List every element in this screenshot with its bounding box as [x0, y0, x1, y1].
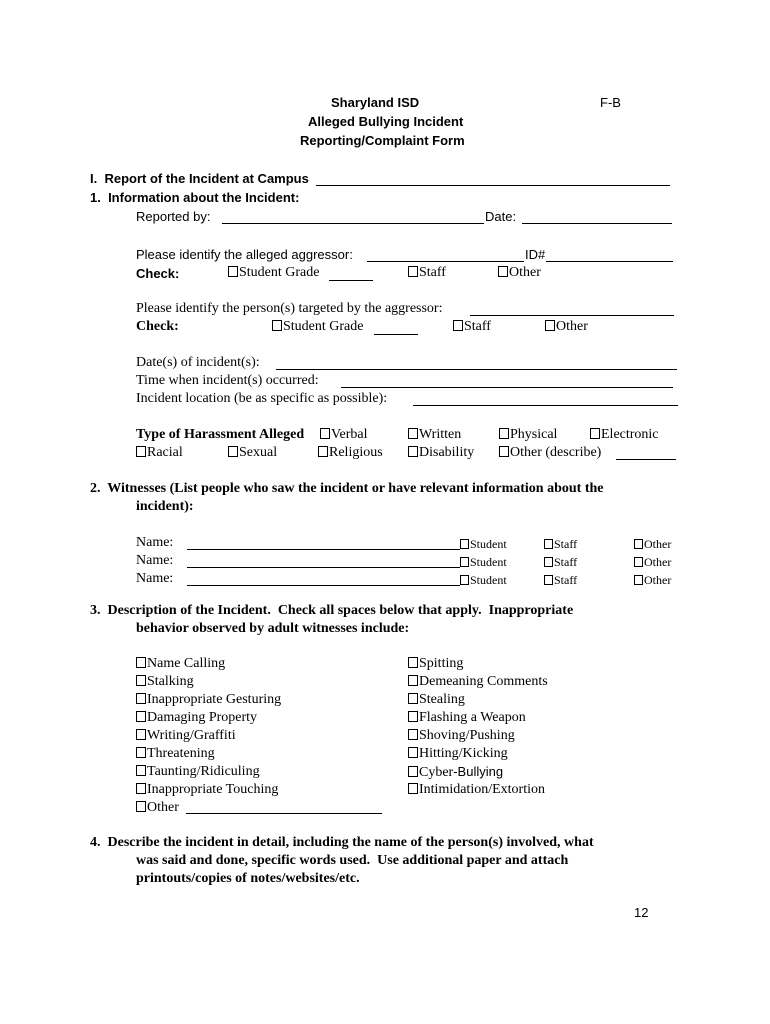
- check-label-targeted: Check:: [136, 319, 179, 334]
- date-label: Date:: [485, 209, 517, 224]
- targeted-student-grade-option[interactable]: Student Grade: [272, 319, 363, 335]
- behavior-stalking-option[interactable]: Stalking: [136, 674, 194, 690]
- checkbox[interactable]: [136, 747, 146, 758]
- id-field[interactable]: [546, 261, 673, 262]
- checkbox[interactable]: [460, 575, 469, 585]
- checkbox[interactable]: [408, 693, 418, 704]
- aggressor-other-option[interactable]: Other: [498, 265, 541, 281]
- checkbox[interactable]: [634, 575, 643, 585]
- harassment-physical-option[interactable]: Physical: [499, 427, 557, 443]
- witness-student-option[interactable]: Student: [460, 573, 507, 588]
- targeted-grade-field[interactable]: [374, 334, 418, 335]
- info-heading: 1. Information about the Incident:: [90, 190, 300, 205]
- harassment-other-field[interactable]: [616, 459, 676, 460]
- detail-heading-line2: was said and done, specific words used. Use additional paper and attach: [136, 853, 569, 868]
- behavior-cyber-bullying-option[interactable]: Cyber-Bullying: [408, 764, 503, 781]
- checkbox[interactable]: [499, 446, 509, 457]
- aggressor-student-grade-option[interactable]: Student Grade: [228, 265, 319, 281]
- location-field[interactable]: [413, 405, 678, 406]
- section-i-heading: I. Report of the Incident at Campus: [90, 171, 309, 186]
- form-title-line1: Alleged Bullying Incident: [308, 114, 464, 129]
- detail-heading-line3: printouts/copies of notes/websites/etc.: [136, 871, 360, 886]
- checkbox[interactable]: [320, 428, 330, 439]
- harassment-electronic-option[interactable]: Electronic: [590, 427, 659, 443]
- behavior-inappropriate-touching-option[interactable]: Inappropriate Touching: [136, 782, 278, 798]
- description-heading-line2: behavior observed by adult witnesses include:: [136, 621, 410, 636]
- behavior-other-field[interactable]: [186, 813, 382, 814]
- checkbox[interactable]: [136, 729, 146, 740]
- time-label: Time when incident(s) occurred:: [136, 373, 319, 388]
- checkbox[interactable]: [545, 320, 555, 331]
- form-title-line2: Reporting/Complaint Form: [300, 133, 465, 148]
- aggressor-label: Please identify the alleged aggressor:: [136, 247, 353, 262]
- harassment-sexual-option[interactable]: Sexual: [228, 445, 277, 461]
- location-label: Incident location (be as specific as possible):: [136, 391, 388, 406]
- behavior-name-calling-option[interactable]: Name Calling: [136, 656, 225, 672]
- checkbox[interactable]: [318, 446, 328, 457]
- harassment-disability-option[interactable]: Disability: [408, 445, 474, 461]
- harassment-religious-option[interactable]: Religious: [318, 445, 383, 461]
- witness-staff-option[interactable]: Staff: [544, 555, 577, 570]
- behavior-inappropriate-gesturing-option[interactable]: Inappropriate Gesturing: [136, 692, 281, 708]
- witness-name-field[interactable]: [187, 567, 460, 568]
- targeted-staff-option[interactable]: Staff: [453, 319, 491, 335]
- checkbox[interactable]: [408, 446, 418, 457]
- org-name: Sharyland ISD: [331, 95, 420, 110]
- checkbox[interactable]: [590, 428, 600, 439]
- checkbox[interactable]: [408, 747, 418, 758]
- check-label-aggressor: Check:: [136, 266, 180, 281]
- checkbox[interactable]: [136, 711, 146, 722]
- witness-name-label: Name:: [136, 535, 174, 550]
- behavior-threatening-option[interactable]: Threatening: [136, 746, 215, 762]
- behavior-taunting-ridiculing-option[interactable]: Taunting/Ridiculing: [136, 764, 260, 780]
- witness-name-label: Name:: [136, 571, 174, 586]
- witness-name-label: Name:: [136, 553, 174, 568]
- behavior-intimidation-extortion-option[interactable]: Intimidation/Extortion: [408, 782, 545, 798]
- behavior-writing-graffiti-option[interactable]: Writing/Graffiti: [136, 728, 236, 744]
- behavior-spitting-option[interactable]: Spitting: [408, 656, 463, 672]
- aggressor-staff-option[interactable]: Staff: [408, 265, 446, 281]
- checkbox[interactable]: [460, 557, 469, 567]
- id-label: ID#: [525, 247, 546, 262]
- behavior-flashing-weapon-option[interactable]: Flashing a Weapon: [408, 710, 526, 726]
- witnesses-heading-line2: incident):: [136, 499, 194, 514]
- checkbox[interactable]: [634, 539, 643, 549]
- checkbox[interactable]: [272, 320, 282, 331]
- checkbox[interactable]: [408, 783, 418, 794]
- harassment-racial-option[interactable]: Racial: [136, 445, 183, 461]
- witness-staff-option[interactable]: Staff: [544, 537, 577, 552]
- date-field[interactable]: [522, 223, 672, 224]
- checkbox[interactable]: [408, 657, 418, 668]
- witness-other-option[interactable]: Other: [634, 573, 671, 588]
- page-number: 12: [634, 905, 649, 920]
- witnesses-heading-line1: 2. Witnesses (List people who saw the incident or have relevant information about the: [90, 481, 604, 496]
- checkbox[interactable]: [228, 266, 238, 277]
- checkbox[interactable]: [499, 428, 509, 439]
- harassment-verbal-option[interactable]: Verbal: [320, 427, 368, 443]
- checkbox[interactable]: [228, 446, 238, 457]
- targeted-field[interactable]: [470, 315, 674, 316]
- witness-student-option[interactable]: Student: [460, 537, 507, 552]
- behavior-hitting-kicking-option[interactable]: Hitting/Kicking: [408, 746, 508, 762]
- checkbox[interactable]: [408, 675, 418, 686]
- dates-label: Date(s) of incident(s):: [136, 355, 260, 370]
- campus-field[interactable]: [316, 185, 670, 186]
- detail-heading-line1: 4. Describe the incident in detail, including the name of the person(s) involved, what: [90, 835, 594, 850]
- time-field[interactable]: [341, 387, 673, 388]
- checkbox[interactable]: [136, 783, 146, 794]
- behavior-damaging-property-option[interactable]: Damaging Property: [136, 710, 257, 726]
- checkbox[interactable]: [408, 729, 418, 740]
- targeted-other-option[interactable]: Other: [545, 319, 588, 335]
- checkbox[interactable]: [136, 765, 146, 776]
- checkbox[interactable]: [498, 266, 508, 277]
- checkbox[interactable]: [136, 801, 146, 812]
- harassment-written-option[interactable]: Written: [408, 427, 461, 443]
- checkbox[interactable]: [408, 766, 418, 777]
- description-heading-line1: 3. Description of the Incident. Check all spaces below that apply. Inappropriate: [90, 603, 574, 618]
- form-code: F-B: [600, 95, 621, 110]
- harassment-label: Type of Harassment Alleged: [136, 427, 305, 442]
- checkbox[interactable]: [136, 446, 146, 457]
- targeted-label: Please identify the person(s) targeted by the aggressor:: [136, 301, 443, 316]
- aggressor-field[interactable]: [367, 261, 524, 262]
- checkbox[interactable]: [544, 575, 553, 585]
- checkbox[interactable]: [408, 711, 418, 722]
- checkbox[interactable]: [136, 675, 146, 686]
- witness-other-option[interactable]: Other: [634, 555, 671, 570]
- reported-by-label: Reported by:: [136, 209, 211, 224]
- aggressor-grade-field[interactable]: [329, 280, 373, 281]
- checkbox[interactable]: [544, 539, 553, 549]
- checkbox[interactable]: [453, 320, 463, 331]
- behavior-other-option[interactable]: Other: [136, 800, 179, 816]
- checkbox[interactable]: [544, 557, 553, 567]
- harassment-other-option[interactable]: Other (describe): [499, 445, 601, 461]
- witness-name-field[interactable]: [187, 549, 460, 550]
- checkbox[interactable]: [408, 266, 418, 277]
- witness-student-option[interactable]: Student: [460, 555, 507, 570]
- checkbox[interactable]: [634, 557, 643, 567]
- behavior-shoving-pushing-option[interactable]: Shoving/Pushing: [408, 728, 515, 744]
- witness-name-field[interactable]: [187, 585, 460, 586]
- behavior-demeaning-comments-option[interactable]: Demeaning Comments: [408, 674, 548, 690]
- witness-other-option[interactable]: Other: [634, 537, 671, 552]
- dates-field[interactable]: [276, 369, 677, 370]
- checkbox[interactable]: [136, 657, 146, 668]
- witness-staff-option[interactable]: Staff: [544, 573, 577, 588]
- reported-by-field[interactable]: [222, 223, 484, 224]
- checkbox[interactable]: [460, 539, 469, 549]
- cyber-bullying-suffix: -Bullying: [453, 764, 504, 779]
- behavior-stealing-option[interactable]: Stealing: [408, 692, 465, 708]
- checkbox[interactable]: [408, 428, 418, 439]
- checkbox[interactable]: [136, 693, 146, 704]
